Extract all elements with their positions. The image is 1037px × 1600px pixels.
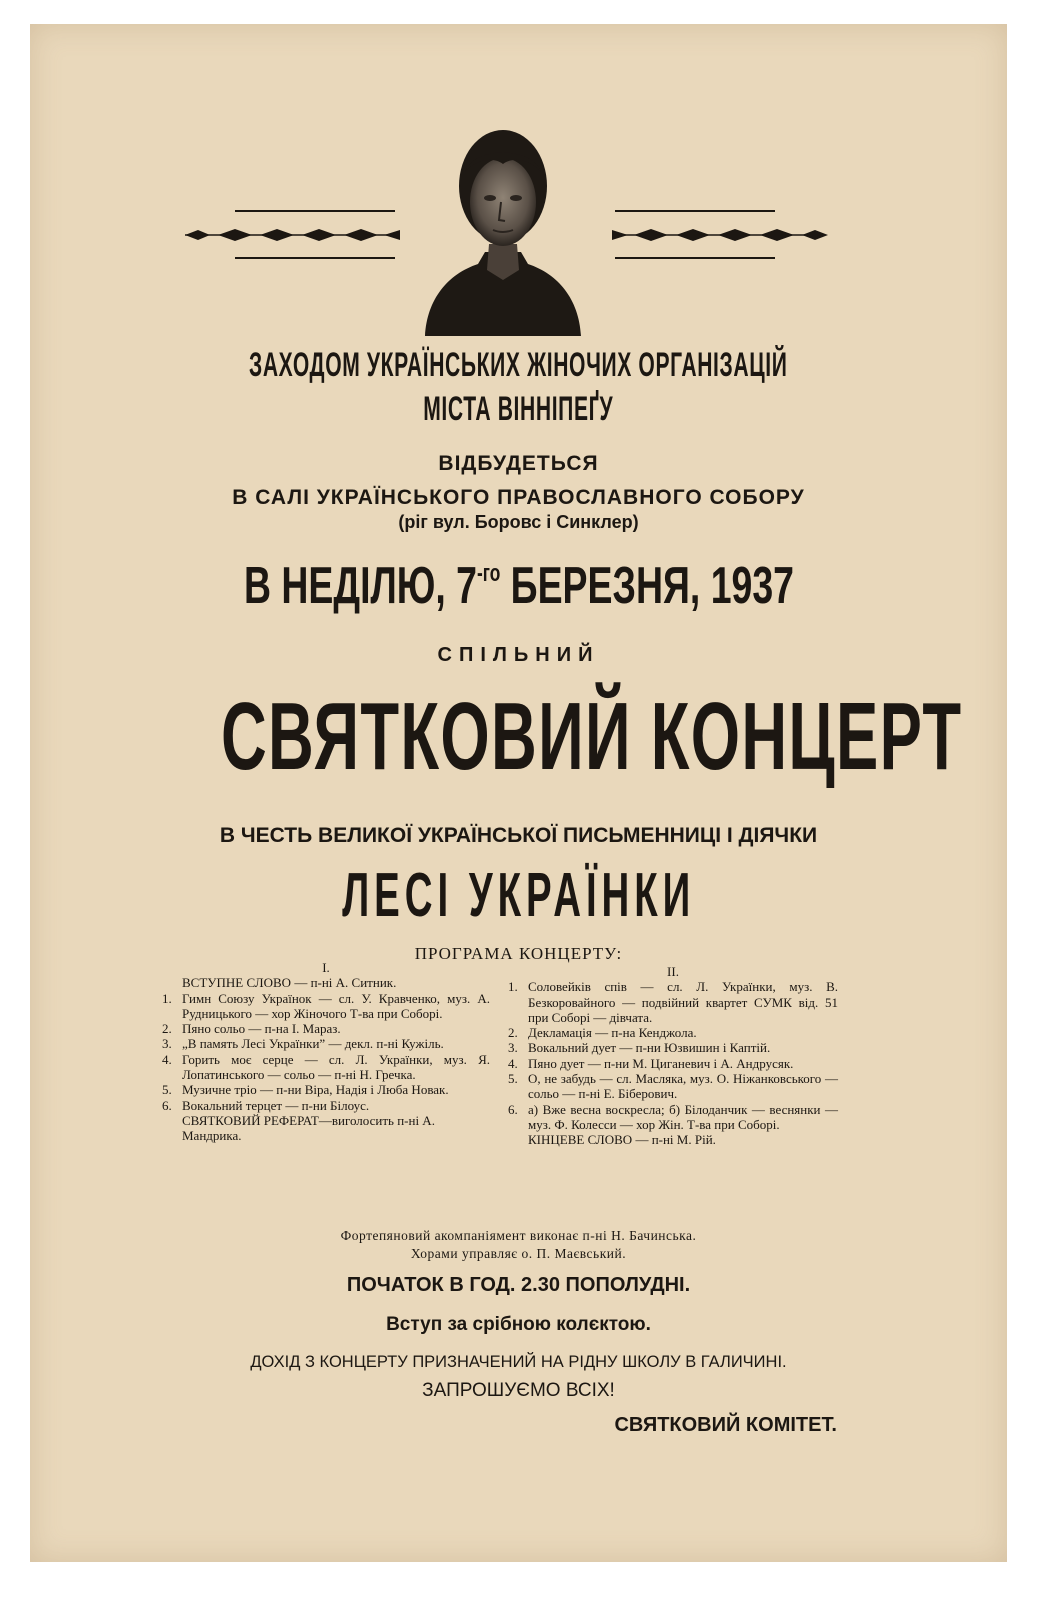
event-date [30, 556, 1007, 616]
part-2-list [508, 979, 838, 1132]
footer-invite: ЗАПРОШУЄМО ВСІХ! [422, 1380, 615, 1401]
program-item [508, 1040, 838, 1055]
program-item-text: а) Вже весна воскресла; б) Білоданчик — веснянки — муз. Ф. Колесси — хор Жін. Т-ва при Соборі. [528, 1101, 838, 1132]
ornament-left [180, 206, 405, 264]
poster-sheet [30, 24, 1007, 1562]
program-item-number: 2. [508, 1025, 518, 1041]
program-item-text: Пяно дует — п-ни М. Циганевич і А. Андрусяк. [528, 1055, 794, 1071]
part-2-label: II. [667, 964, 679, 979]
footer-committee: СВЯТКОВИЙ КОМІТЕТ. [614, 1414, 837, 1436]
footer-income-note: ДОХІД З КОНЦЕРТУ ПРИЗНАЧЕНИЙ НА РІДНУ ШКОЛУ В ГАЛИЧИНІ. [250, 1353, 787, 1371]
program-item-number: 4. [508, 1055, 518, 1071]
part-2-outro: КІНЦЕВЕ СЛОВО — п-ні М. Рій. [528, 1132, 716, 1148]
header-will-take-place: ВІДБУДЕТЬСЯ [438, 452, 599, 475]
program-item-number: 5. [508, 1071, 518, 1087]
program-item-text: Вокальний дует — п-ни Юзвишин і Каптій. [528, 1040, 771, 1056]
program-heading: ПРОГРАМА КОНЦЕРТУ: [414, 944, 623, 963]
program-part-1 [162, 960, 490, 1144]
program-item [508, 1102, 838, 1133]
honoree-name [30, 860, 1007, 931]
program-item-number: 2. [162, 1021, 172, 1037]
program-item [508, 979, 838, 1025]
program-item-text: Пяно сольо — п-на І. Мараз. [182, 1021, 341, 1037]
part-1-intro: ВСТУПНЕ СЛОВО — п-ні А. Ситник. [182, 975, 397, 991]
program-item-text: О, не забудь — сл. Масляка, муз. О. Ніжанковського — сольо — п-ні Е. Біберович. [528, 1071, 838, 1102]
title-main: СВЯТКОВИЙ КОНЦЕРТ [220, 683, 963, 790]
part-1-outro: СВЯТКОВИЙ РЕФЕРАТ—виголосить п-ні А. Мандрика. [182, 1112, 435, 1144]
header-venue: В САЛІ УКРАЇНСЬКОГО ПРАВОСЛАВНОГО СОБОРУ [232, 486, 805, 509]
title-honor: В ЧЕСТЬ ВЕЛИКОЇ УКРАЇНСЬКОЇ ПИСЬМЕННИЦІ І ДІЯЧКИ [219, 824, 818, 847]
program-item-number: 4. [162, 1051, 172, 1067]
credits-accompaniment: Фортепяновий акомпаніямент виконає п-ні Н. Бачинська. [340, 1228, 697, 1243]
header-line-city: МІСТА ВІННІПЕҐУ [423, 390, 614, 428]
concert-title [30, 682, 1007, 792]
program-item-text: Гимн Союзу Українок — сл. У. Кравченко, муз. А. Рудницького — хор Жіночого Т-ва при Соборі. [182, 990, 490, 1021]
header-organizers [30, 346, 1007, 385]
program-item-text: Горить моє серце — сл. Л. Українки, муз. Я. Лопатинського — сольо — п-ні Н. Гречка. [182, 1051, 490, 1083]
program-item [162, 1036, 490, 1051]
program-item-number: 1. [162, 990, 172, 1006]
program-item-number: 1. [508, 979, 518, 995]
footer-start-time: ПОЧАТОК В ГОД. 2.30 ПОПОЛУДНІ. [346, 1274, 691, 1296]
program-item [162, 1021, 490, 1036]
program-item-number: 3. [162, 1036, 172, 1052]
ornament-right [610, 206, 835, 264]
program-item-number: 3. [508, 1040, 518, 1056]
footer-entry: Вступ за срібною колєктою. [386, 1314, 651, 1335]
program-item-number: 6. [162, 1097, 172, 1113]
title-honoree: ЛЕСІ УКРАЇНКИ [341, 861, 696, 930]
credits-choir: Хорами управляє о. П. Маєвський. [410, 1246, 627, 1261]
program-item-number: 5. [162, 1082, 172, 1098]
program-item [162, 1082, 490, 1097]
program-item-text: Музичне тріо — п-ни Віра, Надія і Люба Новак. [182, 1082, 449, 1098]
header-city [30, 390, 1007, 429]
program-item [508, 1025, 838, 1040]
date-month-year: БЕРЕЗНЯ, 1937 [499, 557, 794, 615]
title-joint: СПІЛЬНИЙ [437, 644, 600, 666]
header-line-organizers: ЗАХОДОМ УКРАЇНСЬКИХ ЖІНОЧИХ ОРГАНІЗАЦІЙ [249, 346, 788, 384]
program-item-text: „В память Лесі Українки” — декл. п-ні Кужіль. [182, 1036, 444, 1052]
part-1-label: I. [322, 960, 330, 975]
header-address: (ріг вул. Боровс і Синклер) [398, 512, 639, 532]
program-item [162, 1098, 490, 1113]
program-item-text: Вокальний терцет — п-ни Білоус. [182, 1097, 370, 1113]
date-suffix: -го [476, 560, 500, 587]
program-item-text: Соловейків спів — сл. Л. Українки, муз. В. Безкоровайного — подвійний квартет СУМК від. 51 при Соборі — дівчата. [528, 979, 838, 1025]
portrait-image [423, 124, 583, 339]
program-item [508, 1056, 838, 1071]
part-1-list [162, 991, 490, 1113]
program-item-text: Декламація — п-на Кенджола. [528, 1025, 697, 1041]
program-item [162, 991, 490, 1022]
program-item [508, 1071, 838, 1102]
program-item-number: 6. [508, 1101, 518, 1117]
program-part-2 [508, 964, 838, 1148]
date-day: В НЕДІЛЮ, 7 [243, 557, 477, 615]
program-item [162, 1052, 490, 1083]
